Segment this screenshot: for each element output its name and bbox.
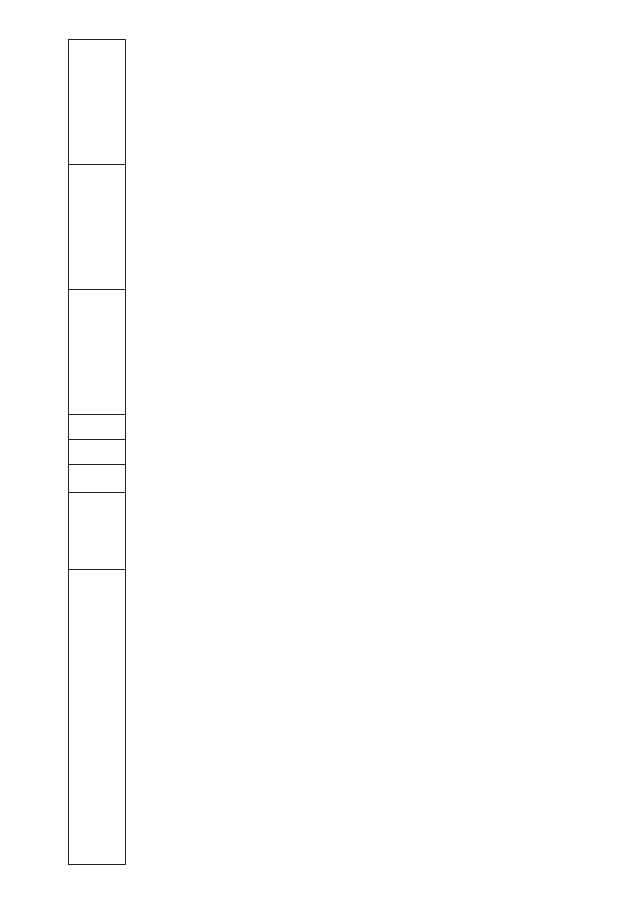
budget-table <box>68 39 126 865</box>
col-header-vr <box>69 465 126 493</box>
page-number <box>14 0 44 905</box>
col-header-pr <box>69 415 126 440</box>
col-header-rz <box>69 440 126 465</box>
col-header-sum-2014 <box>69 290 126 415</box>
rotated-page-content <box>68 40 563 865</box>
col-header-csr <box>69 493 126 570</box>
col-header-sum-2016 <box>69 40 126 165</box>
table-header-row <box>69 40 126 865</box>
col-header-name <box>69 570 126 865</box>
col-header-sum-2015 <box>69 165 126 290</box>
